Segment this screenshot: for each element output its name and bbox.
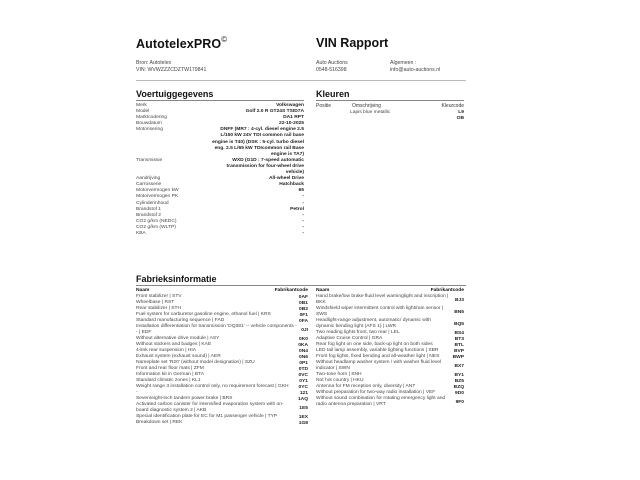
vehicle-row-value: Hatchback	[279, 182, 304, 188]
factory-row	[316, 294, 464, 306]
colors-section-title: Kleuren	[316, 89, 350, 99]
vehicle-row-value: WXD (G1D : 7-speed automatic transmission for four-wheel drive vehicle)	[226, 157, 304, 176]
vehicle-row	[136, 158, 304, 176]
factory-row-code: 0B2	[299, 306, 308, 312]
vehicle-row-value: DA1 RPT	[283, 115, 304, 121]
colors-col-description: Omschrijving	[352, 103, 381, 109]
factory-row-code: BT3	[454, 336, 464, 342]
factory-row-description: Two-tone horn | SNH	[316, 372, 362, 377]
vehicle-row	[136, 127, 304, 157]
factory-row	[316, 396, 464, 408]
vehicle-row-label: CO2 g/km (NEDC)	[136, 218, 177, 224]
report-title-block	[316, 36, 516, 50]
factory-row-description: Standard climatic zones | KL1	[136, 378, 201, 383]
factory-row-description: Without headlamp washer system / with washer fluid level indicator | SWN	[316, 360, 442, 371]
factory-col-code: Fabrikantcode	[274, 288, 308, 293]
factory-row-description: Without stickers and badges | KAE	[136, 342, 212, 347]
brand-title	[136, 36, 296, 51]
factory-row-description: Rear fog light on one side, back-up light on both sides	[316, 342, 433, 347]
factory-table-right	[316, 288, 464, 408]
general-info	[390, 60, 440, 74]
factory-section-rule	[136, 285, 466, 286]
factory-left-header	[136, 288, 308, 293]
factory-row-description: Headlight-range adjustment, automatic/ dynamic with dynamic bending light (AFS 1) | LWR	[316, 318, 431, 329]
factory-row-code: 0B1	[299, 300, 308, 306]
vehicle-row-value: 65	[298, 188, 304, 194]
factory-col-name: Naam	[136, 288, 150, 293]
factory-row-description: Wheelbase | RST	[136, 300, 175, 305]
factory-row-code: 1EX	[298, 414, 308, 420]
factory-row-code: BX7	[454, 363, 464, 369]
vehicle-row-label: CO2 g/km (WLTP)	[136, 224, 176, 230]
vehicle-row-label: Brandstof 1	[136, 206, 162, 212]
factory-row-description: Breakdown set | REK	[136, 420, 183, 425]
vin-label: VIN: WVWZZZCDZTW179841	[136, 67, 207, 73]
factory-row-description: Not hot country | HKU	[316, 378, 364, 383]
factory-row-code: BJ3	[455, 297, 464, 303]
factory-row-code: 0Y1	[299, 378, 308, 384]
factory-row-description: Nameplate set 'R20' (without model designation) | SZU	[136, 360, 255, 365]
report-title: VIN Rapport	[316, 36, 389, 50]
factory-row-description: Without sound combination for rotating emergency light and radio antenna preparation | VRT	[316, 396, 446, 407]
vehicle-row-value: Petrol	[290, 206, 304, 212]
factory-row-description: Hand brake/low brake fluid level warninglight and inscription | BKK	[316, 294, 449, 305]
factory-row-code: 1G8	[298, 420, 308, 426]
factory-row-code: BVP	[453, 348, 464, 354]
factory-row-description: LED tail lamp assembly, variable lighting functions | SBR	[316, 348, 439, 353]
vehicle-row	[136, 231, 304, 237]
factory-row-description: Without preparation for two-way radio installation | VEF	[316, 390, 436, 395]
factory-row-code: 0VC	[298, 372, 308, 378]
factory-row-code: BQ5	[453, 321, 464, 327]
vehicle-row-label: Carrosserie	[136, 182, 162, 188]
factory-row	[136, 384, 308, 390]
factory-row-code: BTL	[454, 342, 464, 348]
colors-table	[316, 110, 464, 122]
factory-row-code: BZQ	[453, 384, 464, 390]
vehicle-row-value: Volkswagen	[276, 103, 304, 108]
factory-row-code: BZ5	[454, 378, 464, 384]
factory-row-code: BN5	[454, 309, 464, 315]
header-divider	[136, 80, 466, 81]
vehicle-row-value: -	[302, 200, 304, 206]
color-row-description: Lapis blue metallic	[350, 110, 391, 115]
factory-row-description: Front fog lights, fixed bending and all-weather light | NES	[316, 354, 440, 359]
factory-row-code: 9F0	[455, 399, 464, 405]
factory-row-description: Special identification plate for EC for M1 passenger vehicle | TYP	[136, 414, 278, 419]
factory-row-description: Standard manufacturing sequence | FAD	[136, 318, 225, 323]
vehicle-row-value: DNFF (MR7 : 4-cyl. diesel engine 2.5 L/150 kW 24V TDI common rail base engine is T40) (DSK : 5-cyl. turbo diesel eng. 2.5 L/65 kW TDIcommon rail Base engine is TA7)	[212, 127, 304, 157]
vehicle-section-rule	[136, 100, 304, 101]
brand-mark: ©	[221, 35, 228, 44]
vehicle-row-label: Motorvermogen kW	[136, 188, 179, 194]
factory-row-code: 0TD	[298, 366, 308, 372]
vehicle-row-label: Cylinderinhoud	[136, 200, 169, 206]
factory-row-code: BY1	[454, 372, 464, 378]
factory-row-code: 0KA	[298, 342, 308, 348]
colors-section-rule	[316, 100, 464, 101]
factory-col-code: Fabrikantcode	[430, 288, 464, 293]
vehicle-row-label: Aandrijving	[136, 176, 161, 182]
vehicle-row-label: Motorisering	[136, 127, 163, 133]
factory-section-title: Fabrieksinformatie	[136, 274, 217, 284]
color-row-code: L9	[458, 110, 464, 115]
factory-row-description: -	[136, 390, 138, 395]
factory-row-code: 0FA	[299, 318, 308, 324]
factory-row-code: BWP	[452, 354, 464, 360]
factory-row	[136, 324, 308, 336]
factory-row-description: Rear stabilizer | STH	[136, 306, 182, 311]
factory-row	[316, 318, 464, 330]
vehicle-row-value: 22-10-2025	[278, 121, 304, 127]
source-info	[136, 60, 206, 74]
factory-row	[316, 360, 464, 372]
factory-row-description: Adaptive Cruise Control | GRA	[316, 336, 383, 341]
factory-row-description: Installation differentiation for transmission 'DQ381' -- vehicle components -- | EDF	[136, 324, 297, 335]
factory-row-code: 0AF	[298, 294, 308, 300]
brand-block	[136, 36, 296, 51]
factory-col-name: Naam	[316, 288, 330, 293]
company-name: Auto Auctions	[316, 60, 348, 66]
factory-right-header	[316, 288, 464, 293]
colors-col-code: Kleurcode	[441, 103, 464, 109]
vehicle-row-label: Model	[136, 109, 150, 115]
factory-row	[136, 402, 308, 414]
factory-row-code: 0N6	[299, 354, 308, 360]
vehicle-row-label: Brandstof 2	[136, 212, 162, 218]
source-label: Bron: Autotelex	[136, 60, 172, 66]
factory-row-code: 9D0	[455, 390, 464, 396]
factory-row-code: 0N4	[299, 348, 308, 354]
factory-row-description: Exhaust system (exhaust sound) | AER	[136, 354, 221, 359]
color-row-description	[350, 116, 457, 122]
factory-table-left	[136, 288, 308, 426]
color-row-code: OB	[456, 116, 464, 122]
factory-row-description: Without alternative drive module | ASY	[136, 336, 220, 341]
vehicle-row-value: -	[302, 212, 304, 218]
vehicle-row-value: Golf 2.0 R GT24S TSID7A	[245, 109, 304, 115]
vehicle-row-label: Merk	[136, 103, 147, 108]
vehicle-table	[136, 103, 304, 237]
vehicle-row-value: -	[302, 224, 304, 230]
vehicle-row-value: -	[302, 230, 304, 236]
factory-row-code: 121	[299, 390, 308, 396]
factory-row-description: Front and rear floor mats | ZFM	[136, 366, 204, 371]
vehicle-row-label: Transmissie	[136, 157, 163, 163]
factory-row-code: 0K0	[299, 336, 308, 342]
factory-row-description: Activated carbon canister for intensified evaporation system with on-board diagnostic system 2 | AKB	[136, 402, 284, 413]
color-row	[316, 116, 464, 122]
company-phone: 0548-516398	[316, 67, 347, 73]
general-email: info@auto-auctions.nl	[390, 67, 441, 73]
brand-name: AutotelexPRO	[136, 37, 222, 52]
vehicle-row-label: Marktcodering	[136, 115, 167, 121]
colors-col-position: Positie	[316, 103, 332, 109]
vehicle-section-title: Voertuiggegevens	[136, 89, 214, 99]
color-row-position	[316, 116, 350, 122]
factory-row-description: Seven/eight-inch tandem power brake | BRS	[136, 396, 233, 401]
vehicle-row-value: -	[302, 194, 304, 200]
company-info	[316, 60, 348, 74]
factory-row-description: 4-link rear suspension | HIA	[136, 348, 196, 353]
factory-row-code: 0YC	[298, 384, 308, 390]
factory-row-code: 0JI	[301, 327, 308, 333]
vehicle-row-label: Motorvermogen PK	[136, 194, 179, 200]
factory-row-description: Weight range 3 installation control only, no requirement forecast | GKH	[136, 384, 289, 389]
factory-row	[136, 420, 308, 426]
vehicle-row-label: Bouwdatum	[136, 121, 162, 127]
factory-row-code: 0P1	[299, 360, 308, 366]
factory-row-description: Antenna for FM reception only, diversity | ANT	[316, 384, 416, 389]
general-label: Algemeen :	[390, 60, 417, 66]
factory-row-code: BS4	[454, 330, 464, 336]
factory-row-description: Two reading lights front, two rear | LEL	[316, 330, 400, 335]
factory-row-code: 1E5	[299, 405, 308, 411]
factory-row-code: 0F1	[299, 312, 308, 318]
factory-row-description: Fuel system for carburetor gasoline engine, ethanol fuel | KRS	[136, 312, 271, 317]
factory-row-code: 1AQ	[297, 396, 308, 402]
vehicle-row-value: -	[302, 218, 304, 224]
factory-row-description: Information kit in German | BTA	[136, 372, 205, 377]
factory-row-description: Front stabilizer | STV	[136, 294, 182, 299]
factory-row	[316, 306, 464, 318]
factory-row-description: Windshield wiper intermittent control with light/rain sensor | SWS	[316, 306, 444, 317]
vehicle-row-value: All-wheel Drive	[268, 176, 304, 182]
vehicle-row-label: KBA	[136, 230, 146, 236]
